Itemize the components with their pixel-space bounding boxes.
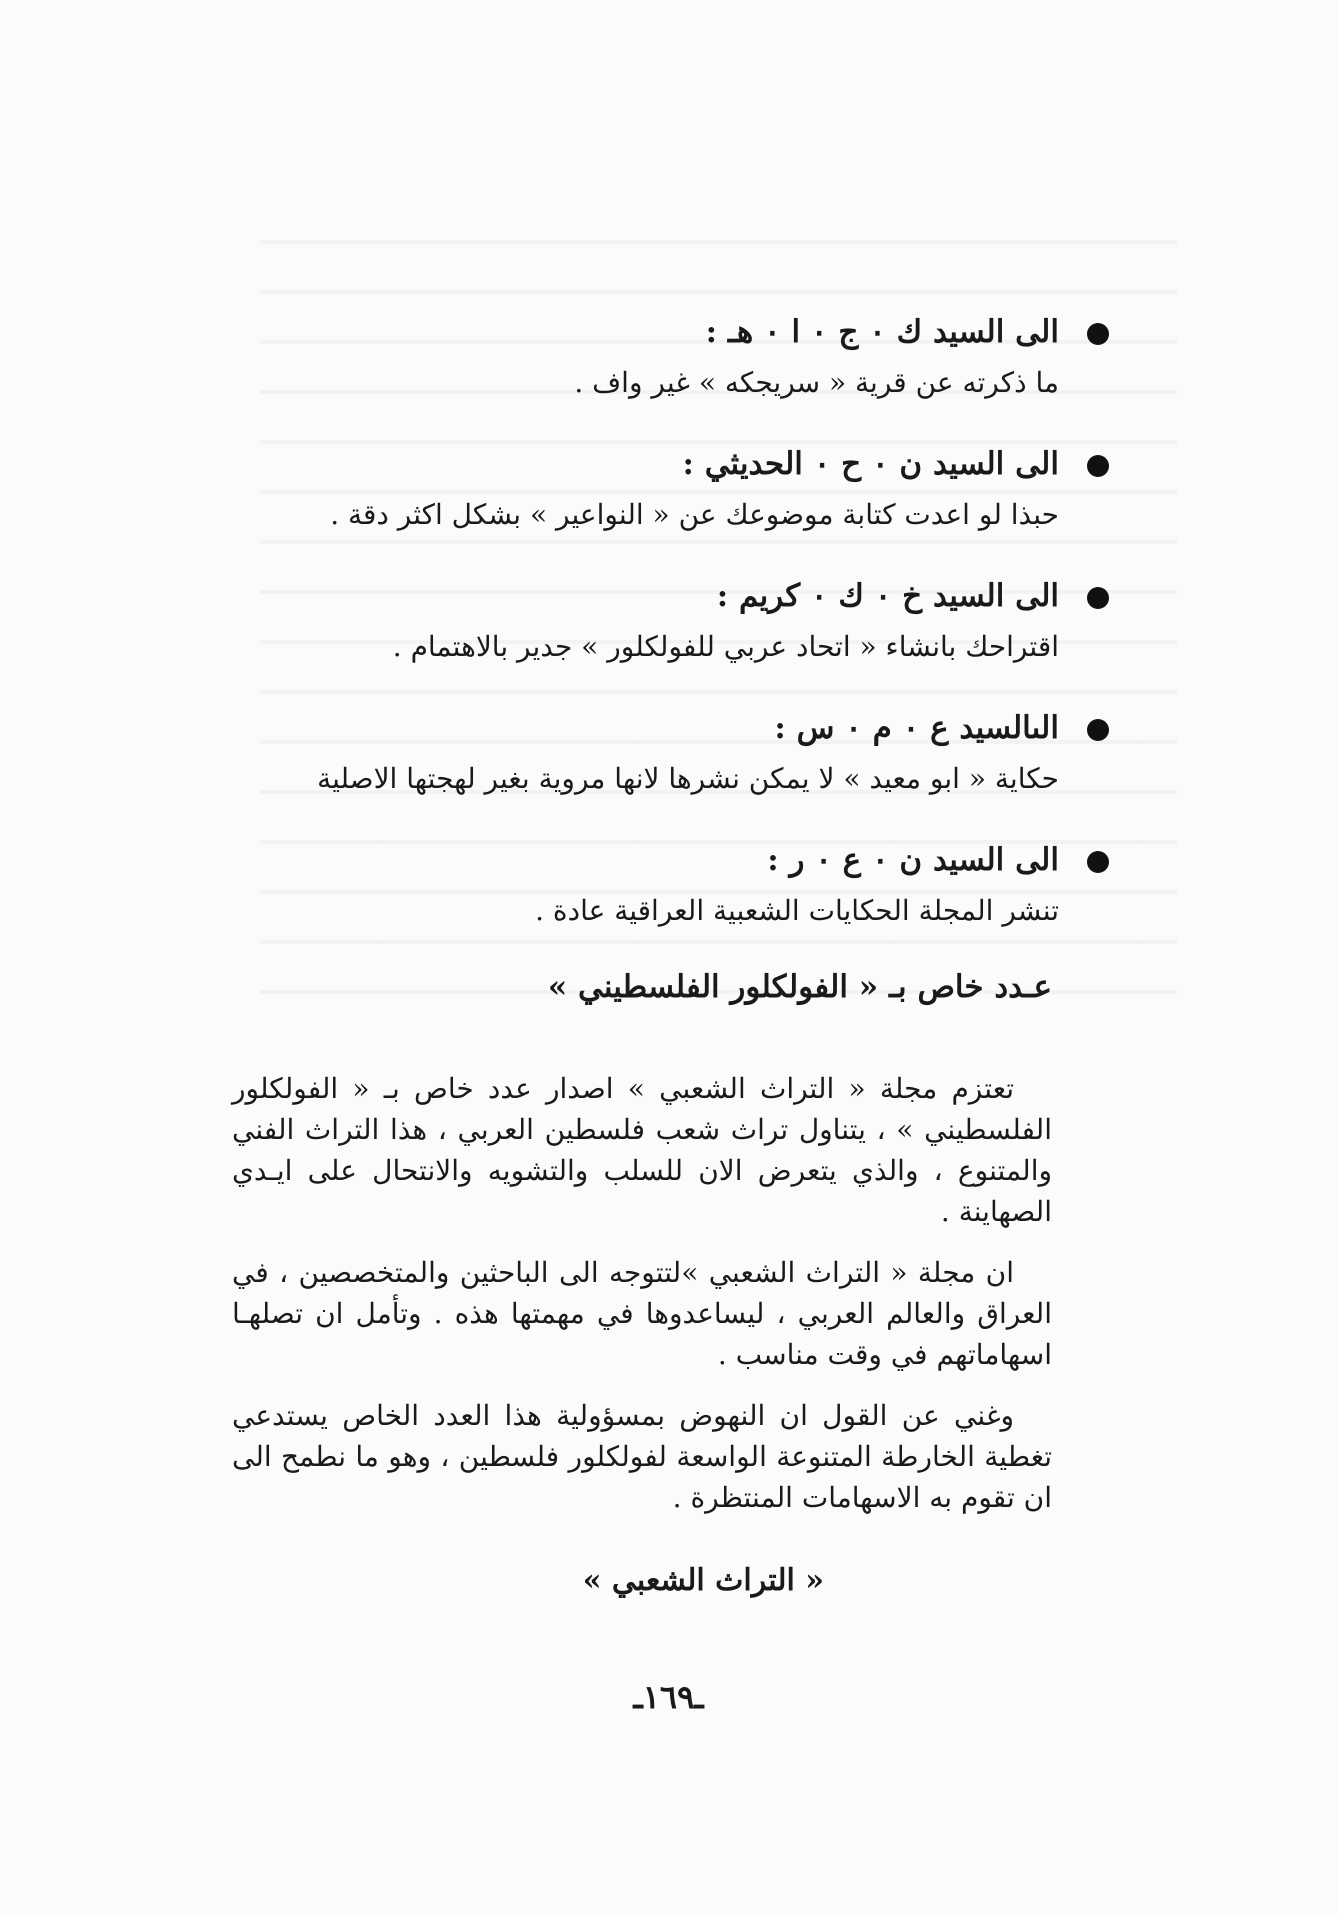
reply-recipient: الى السيد ن ٠ ع ٠ ر : <box>767 842 1059 878</box>
reply-message: ما ذكرته عن قرية « سريجكه » غير واف . <box>574 366 1059 399</box>
special-issue-announcement <box>232 962 1052 1606</box>
announcement-paragraph: تعتزم مجلة « التراث الشعبي » اصدار عدد خاص بـ « الفولكلور الفلسطيني » ، يتناول تراث شعب فلسطين العربي ، هذا التراث الفني والمتنوع ، والذي يتعرض الان للسلب والتشويه والانتحال على ايـدي الصهاينة . <box>232 1072 1052 1228</box>
announcement-heading: عـدد خاص بـ « الفولكلور الفلسطيني » <box>547 969 1052 1005</box>
reply-item <box>219 437 1109 539</box>
reply-item <box>219 569 1109 671</box>
reply-message: حكاية « ابو معيد » لا يمكن نشرها لانها مروية بغير لهجتها الاصلية <box>317 762 1059 795</box>
reply-recipient: الى السيد ك ٠ ج ٠ ا ٠ هـ : <box>705 314 1059 350</box>
reply-recipient: الى السيد ن ٠ ح ٠ الحديثي : <box>682 446 1059 482</box>
page-number: ـ١٦٩ـ <box>633 1678 704 1716</box>
reply-message: حبذا لو اعدت كتابة موضوعك عن « النواعير » بشكل اكثر دقة . <box>330 498 1059 531</box>
reply-recipient: الىالسيد ع ٠ م ٠ س : <box>774 710 1059 746</box>
reply-item <box>219 833 1109 935</box>
announcement-paragraph: وغني عن القول ان النهوض بمسؤولية هذا العدد الخاص يستدعي تغطية الخارطة المتنوعة الواسعة لفولكلور فلسطين ، وهو ما نطمح الى ان تقوم به الاسهامات المنتظرة . <box>232 1399 1052 1514</box>
reply-recipient: الى السيد خ ٠ ك ٠ كريم : <box>716 578 1059 614</box>
reply-item <box>219 305 1109 407</box>
bullet-icon <box>1087 851 1109 873</box>
reply-message: اقتراحك بانشاء « اتحاد عربي للفولكلور » جدير بالاهتمام . <box>392 630 1059 663</box>
bullet-icon <box>1087 587 1109 609</box>
reply-message: تنشر المجلة الحكايات الشعبية العراقية عادة . <box>535 894 1059 927</box>
bullet-icon <box>1087 719 1109 741</box>
reader-replies <box>219 305 1109 965</box>
reply-item <box>219 701 1109 803</box>
announcement-signature: « التراث الشعبي » <box>582 1563 824 1598</box>
bullet-icon <box>1087 323 1109 345</box>
bullet-icon <box>1087 455 1109 477</box>
announcement-paragraph: ان مجلة « التراث الشعبي »لتتوجه الى الباحثين والمتخصصين ، في العراق والعالم العربي ، ليساعدوها في مهمتها هذه . وتأمل ان تصلهـا اسهاماتهم في وقت مناسب . <box>232 1256 1052 1371</box>
